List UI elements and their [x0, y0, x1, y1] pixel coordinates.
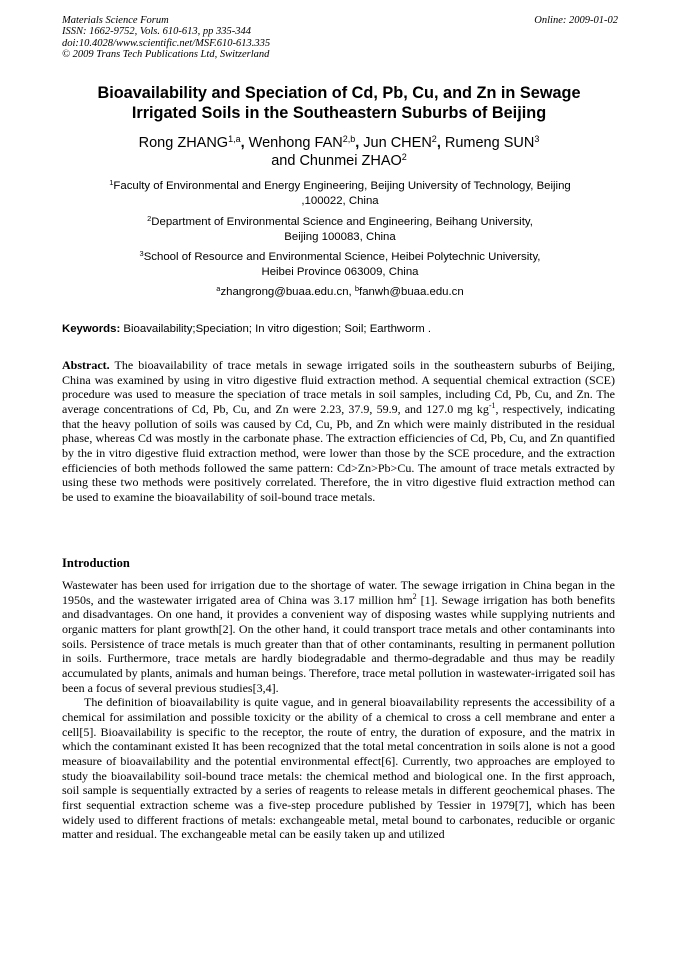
copyright-line: © 2009 Trans Tech Publications Ltd, Switzerland	[62, 49, 270, 61]
journal-header	[62, 15, 618, 61]
author-list	[50, 134, 628, 170]
issn-line: ISSN: 1662-9752, Vols. 610-613, pp 335-344	[62, 26, 251, 38]
unit-exponent: 2	[412, 591, 417, 601]
title-line-1: Bioavailability and Speciation of Cd, Pb, Cu, and Zn in Sewage	[97, 84, 581, 102]
email-a: zhangrong@buaa.edu.cn,	[220, 286, 352, 298]
affiliation-1	[60, 179, 620, 208]
author-affil-mark: 3	[534, 134, 540, 144]
abstract-text: , respectively, indicating that the heavy pollution of soils was caused by Cd, Cu, Pb, and Zn which were mainly distributed in the residual phase, whereas Cd was mostly in the carbonate phase. The extraction efficiencies of Cd, Pb, Cu, and Zn quantified by the in vitro digestive fluid extraction method, were lower than those by the SCE procedure, and the extraction efficiencies of both methods followed the same pattern: Cd>Zn>Pb>Cu. The amount of trace metals extracted by using these two methods were positively correlated. Therefore, the in vitro digestive fluid extraction method can be used to examine the bioavailability of soil-bound trace metals.	[62, 401, 615, 504]
authors-line-1: Rong ZHANG$^{1,a}$, Wenhong FAN$^{2,b}$, Jun CHEN$^2$, Rumeng SUN$^3$	[138, 134, 540, 151]
affil-line: Department of Environmental Science and Engineering, Beihang University,	[151, 216, 533, 228]
affil-line: Beijing 100083, China	[284, 230, 396, 243]
keywords	[62, 322, 618, 336]
email-mark: a	[216, 284, 221, 293]
author-name: Chunmei ZHAO	[299, 153, 402, 169]
affil-mark: 1	[109, 178, 114, 187]
unit-exponent: -1	[488, 400, 496, 410]
paragraph	[62, 578, 615, 695]
author-affil-mark: 2,b	[342, 134, 356, 144]
affil-line: School of Resource and Environmental Science, Heibei Polytechnic University,	[143, 251, 541, 263]
author-affil-mark: 2	[401, 152, 407, 162]
author-name: Rumeng SUN	[444, 135, 535, 151]
affil-line: Heibei Province 063009, China	[261, 265, 419, 278]
affiliation-2	[60, 215, 620, 244]
paper-title	[50, 83, 628, 123]
email-b: fanwh@buaa.edu.cn	[359, 286, 464, 298]
journal-name: Materials Science Forum	[62, 15, 169, 26]
paragraph: The definition of bioavailability is quite vague, and in general bioavailability represents the accessibility of a chemical for assimilation and possible toxicity or the ability of a chemical to cross a cell membrane and enter a cell[5]. Bioavailability is specific to the receptor, the route of entry, the duration of exposure, and the matrix in which the contaminant existed It has been recognized that the total metal concentration in soils alone is not a good measure of bioavailability and the potential environmental effect[6]. Currently, two approaches are employed to study the bioavailability soil-bound trace metals: the chemical method and biological one. In the first approach, soil sample is sequentially extracted by a series of reagents to release metals in different geochemical phases. The first sequential extraction scheme was a five-step procedure published by Tessier in 1979[7], which has been widely used to different fractions of metals: exchangeable metal, metal bound to carbonates, reducible or organic matter and residual. The exchangeable metal can be easily taken up and utilized	[62, 695, 615, 842]
title-line-2: Irrigated Soils in the Southeastern Suburbs of Beijing	[131, 104, 547, 122]
doi-line: doi:10.4028/www.scientific.net/MSF.610-613.335	[62, 37, 271, 49]
paragraph-text: Wastewater has been used for irrigation due to the shortage of water. The sewage irrigation in China began in the 1950s, and the wastewater irrigated area of China was 3.17 million hm	[62, 578, 615, 607]
abstract	[62, 358, 615, 505]
author-affil-mark: 2	[431, 134, 437, 144]
paragraph-text: [1]. Sewage irrigation has both benefits and disadvantages. On one hand, it provides a convenient way of disposing wastes while supplying nutrients and organic matters for plant growth[2]. On the other hand, it could transport trace metals and other contaminants into soils. Persistence of trace metals is much greater than that of other contaminants, resulting in permanent pollution in soils. Furthermore, trace metals are hardly biodegradable and thermo-degradable and thus may be readily accumulated by plants, animals and human beings. Therefore, trace metal pollution in wastewater-irrigated soil has been a focus of several previous studies[3,4].	[62, 592, 616, 695]
affil-line: ,100022, China	[301, 194, 379, 207]
author-name: Wenhong FAN	[248, 135, 343, 151]
section-heading: Introduction	[62, 556, 130, 570]
author-name: Rong ZHANG	[138, 135, 229, 151]
affiliation-3	[60, 250, 620, 279]
keywords-text: Bioavailability;Speciation; In vitro digestion; Soil; Earthworm .	[123, 323, 432, 335]
abstract-label: Abstract.	[62, 358, 110, 372]
abstract-text: The bioavailability of trace metals in sewage irrigated soils in the southeastern suburbs of Beijing, China was examined by using in vitro digestive fluid extraction method. A sequential chemical extraction (SCE) procedure was used to measure the speciation of trace metals in soil samples, including Cd, Pb, Cu, and Zn. The average concentrations of Cd, Pb, Cu, and Zn were 2.23, 37.9, 59.9, and 127.0 mg kg	[62, 358, 615, 416]
affil-mark: 2	[147, 214, 152, 223]
author-name: Jun CHEN	[363, 135, 432, 151]
affil-line: Faculty of Environmental and Energy Engineering, Beijing University of Technology, Beijing	[113, 180, 571, 192]
keywords-label: Keywords:	[62, 323, 121, 335]
introduction-body	[62, 578, 615, 842]
affil-mark: 3	[139, 249, 144, 258]
author-affil-mark: 1,a	[228, 134, 241, 144]
email-mark: b	[354, 284, 360, 293]
author-conjunction: and	[271, 153, 296, 169]
authors-line-2	[50, 152, 628, 170]
author-emails	[60, 285, 620, 300]
online-date: Online: 2009-01-02	[534, 15, 618, 26]
